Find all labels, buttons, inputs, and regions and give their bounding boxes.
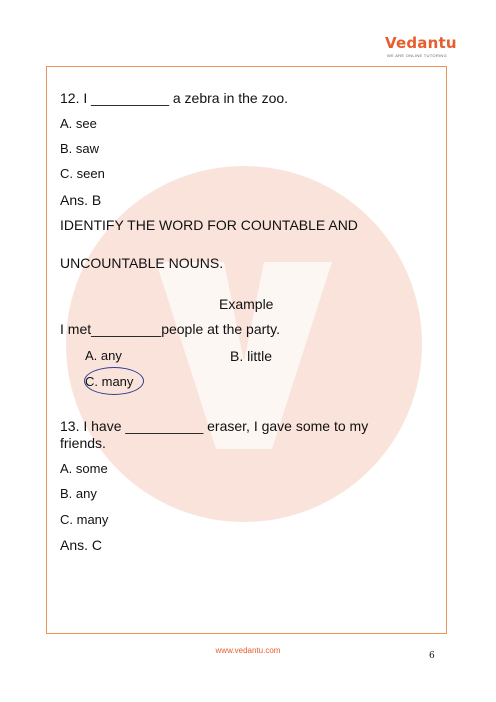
example-option-b: B. little: [230, 348, 273, 364]
question-13-line-1: 13. I have __________ eraser, I gave some to my: [60, 418, 369, 434]
example-option-c: C. many: [85, 374, 134, 389]
q12-option-c: C. seen: [60, 166, 105, 181]
question-13-line-2: friends.: [60, 435, 106, 451]
q13-option-a: A. some: [60, 461, 108, 476]
page-number: 6: [429, 651, 435, 661]
example-label: Example: [219, 296, 274, 312]
example-sentence: I met_________people at the party.: [60, 321, 281, 337]
question-12: 12. I __________ a zebra in the zoo.: [60, 90, 289, 106]
logo-tagline: WE ARE ONLINE TUTORING: [387, 53, 448, 58]
q13-answer: Ans. C: [60, 537, 103, 553]
section-heading-line-1: IDENTIFY THE WORD FOR COUNTABLE AND: [60, 217, 358, 233]
q12-option-b: B. saw: [60, 141, 100, 156]
footer-url[interactable]: www.vedantu.com: [215, 646, 281, 655]
section-heading-line-2: UNCOUNTABLE NOUNS.: [60, 255, 224, 271]
logo-wordmark: Vedantu: [385, 34, 457, 52]
vedantu-logo: [385, 34, 457, 64]
q13-option-c: C. many: [60, 512, 109, 527]
q13-option-b: B. any: [60, 486, 97, 501]
example-option-a: A. any: [85, 348, 122, 363]
answer-circle-mark: [84, 367, 144, 395]
q12-answer: Ans. B: [60, 192, 102, 208]
q12-option-a: A. see: [60, 116, 97, 131]
